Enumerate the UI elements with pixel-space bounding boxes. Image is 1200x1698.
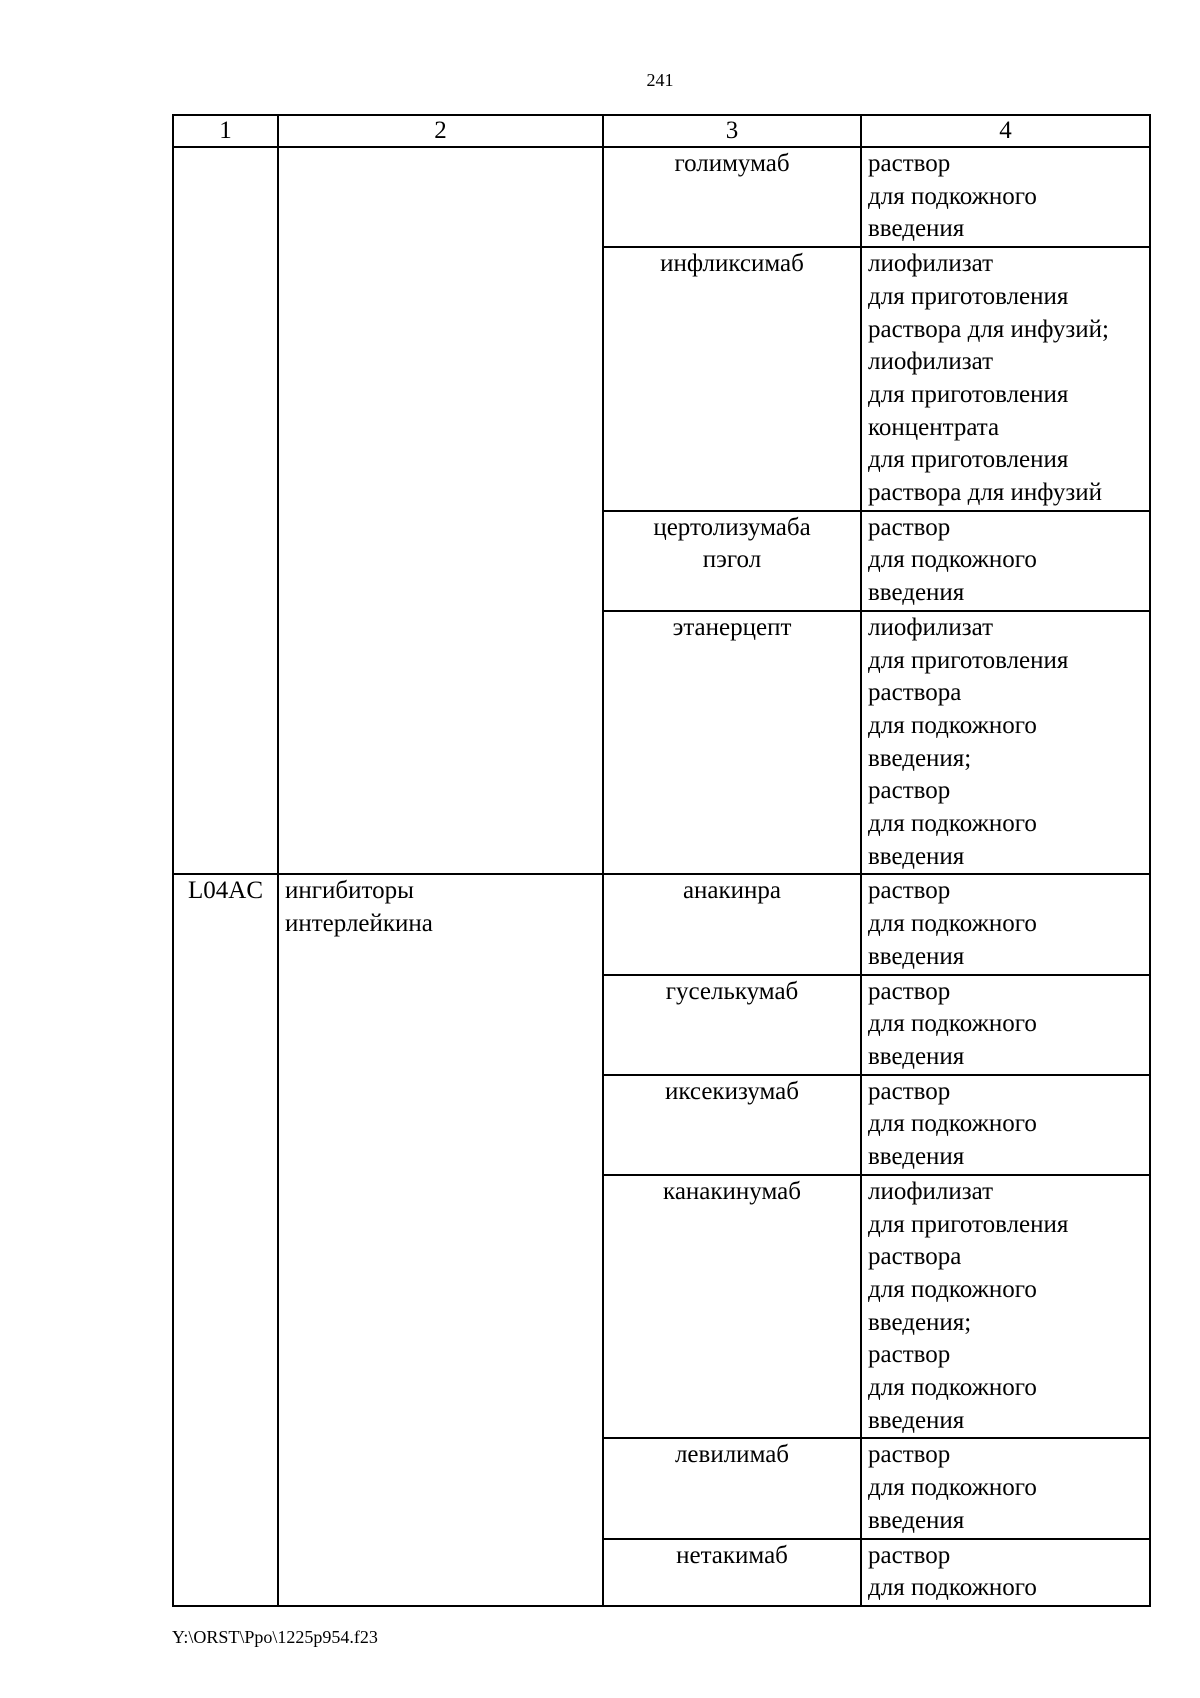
drug-name-cell: нетакимаб — [603, 1539, 861, 1606]
atc-code-cell: L04AC — [173, 874, 278, 1605]
table-header-row — [173, 115, 1150, 147]
dosage-form-cell: лиофилизат для приготовления раствора для подкожного введения; раствор для подкожного введения — [861, 611, 1150, 875]
header-cell: 1 — [173, 115, 278, 147]
dosage-form-cell: раствор для подкожного введения — [861, 975, 1150, 1075]
table-row — [173, 874, 1150, 974]
dosage-form-cell: раствор для подкожного — [861, 1539, 1150, 1606]
drug-name-cell: канакинумаб — [603, 1175, 861, 1439]
drug-name-cell: гуселькумаб — [603, 975, 861, 1075]
drug-name-cell: анакинра — [603, 874, 861, 974]
drug-name-cell: цертолизумаба пэгол — [603, 511, 861, 611]
dosage-form-cell: лиофилизат для приготовления раствора для подкожного введения; раствор для подкожного введения — [861, 1175, 1150, 1439]
dosage-form-cell: раствор для подкожного введения — [861, 1438, 1150, 1538]
drug-name-cell: голимумаб — [603, 147, 861, 247]
atc-code-cell — [173, 147, 278, 874]
dosage-form-cell: раствор для подкожного введения — [861, 874, 1150, 974]
header-cell: 3 — [603, 115, 861, 147]
dosage-form-cell: лиофилизат для приготовления раствора для инфузий; лиофилизат для приготовления концентрата для приготовления раствора для инфузий — [861, 247, 1150, 511]
drug-table — [172, 114, 1151, 1607]
dosage-form-cell: раствор для подкожного введения — [861, 1075, 1150, 1175]
drug-name-cell: иксекизумаб — [603, 1075, 861, 1175]
drug-name-cell: левилимаб — [603, 1438, 861, 1538]
header-cell: 2 — [278, 115, 603, 147]
table-row — [173, 147, 1150, 247]
group-name-cell: ингибиторы интерлейкина — [278, 874, 603, 1605]
file-path-footer: Y:\ORST\Ppo\1225p954.f23 — [172, 1627, 378, 1647]
dosage-form-cell: раствор для подкожного введения — [861, 511, 1150, 611]
page-number: 241 — [646, 70, 674, 90]
drug-name-cell: этанерцепт — [603, 611, 861, 875]
header-cell: 4 — [861, 115, 1150, 147]
dosage-form-cell: раствор для подкожного введения — [861, 147, 1150, 247]
drug-name-cell: инфликсимаб — [603, 247, 861, 511]
group-name-cell — [278, 147, 603, 874]
